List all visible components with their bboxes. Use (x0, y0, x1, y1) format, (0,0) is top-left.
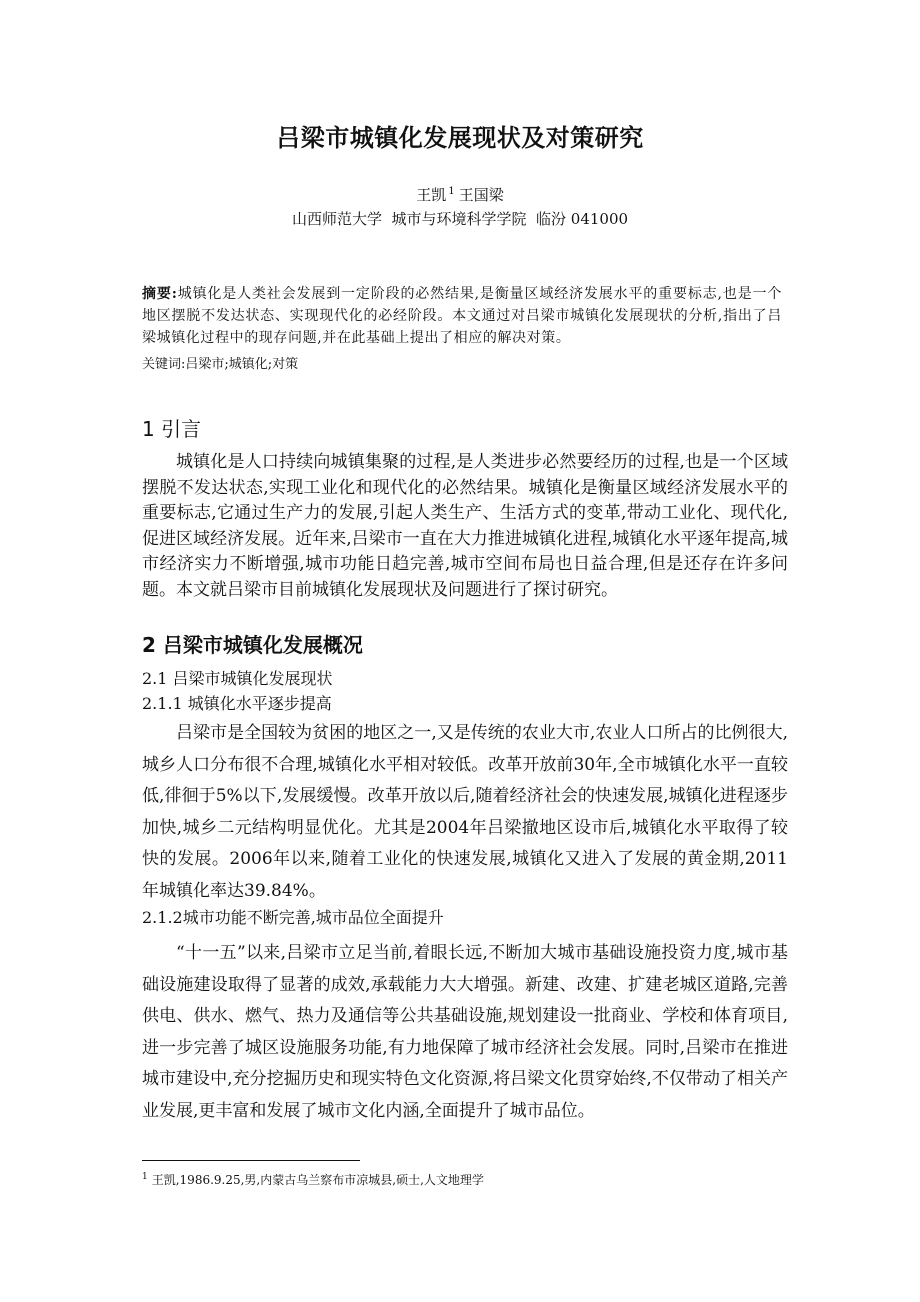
section-heading-2-1-1: 2.1.1 城镇化水平逐步提高 (142, 694, 332, 713)
section-1-paragraph: 城镇化是人口持续向城镇集聚的过程,是人类进步必然要经历的过程,也是一个区域摆脱不发达状态,实现工业化和现代化的必然结果。城镇化是衡量区域经济发展水平的重要标志,它通过生产力的发展,引起人类生产、生活方式的变革,带动工业化、现代化,促进区域经济发展。近年来,吕梁市一直在大力推进城镇化进程,城镇化水平逐年提高,城市经济实力不断增强,城市功能日趋完善,城市空间布局也日益合理,但是还存在许多问题。本文就吕梁市目前城镇化发展现状及问题进行了探讨研究。 (142, 452, 788, 600)
footnote-mark: 1 (142, 1172, 148, 1182)
abstract (142, 283, 782, 349)
footnote-text: 王凯,1986.9.25,男,内蒙古乌兰察布市凉城县,硕士,人文地理学 (151, 1173, 484, 1187)
section-2-1-2-paragraph: “十一五”以来,吕梁市立足当前,着眼长远,不断加大城市基础设施投资力度,城市基础设施建设取得了显著的成效,承载能力大大增强。新建、改建、扩建老城区道路,完善供电、供水、燃气、热力及通信等公共基础设施,规划建设一批商业、学校和体育项目,进一步完善了城区设施服务功能,有力地保障了城市经济社会发展。同时,吕梁市在推进城市建设中,充分挖掘历史和现实特色文化资源,将吕梁文化贯穿始终,不仅带动了相关产业发展,更丰富和发展了城市文化内涵,全面提升了城市品位。 (142, 943, 788, 1121)
author-first: 王凯 (416, 186, 447, 204)
abstract-text: 城镇化是人类社会发展到一定阶段的必然结果,是衡量区域经济发展水平的重要标志,也是一个地区摆脱不发达状态、实现现代化的必经阶段。本文通过对吕梁市城镇化发展现状的分析,指出了吕梁城镇化过程中的现存问题,并在此基础上提出了相应的解决对策。 (142, 286, 782, 346)
section-heading-2: 2 吕梁市城镇化发展概况 (142, 633, 363, 657)
section-2-1-1-paragraph: 吕梁市是全国较为贫困的地区之一,又是传统的农业大市,农业人口所占的比例很大,城乡人口分布很不合理,城镇化水平相对较低。改革开放前30年,全市城镇化水平一直较低,徘徊于5%以下,发展缓慢。改革开放以后,随着经济社会的快速发展,城镇化进程逐步加快,城乡二元结构明显优化。尤其是2004年吕梁撤地区设市后,城镇化水平取得了较快的发展。2006年以来,随着工业化的快速发展,城镇化又进入了发展的黄金期,2011年城镇化率达39.84%。 (142, 723, 788, 901)
affiliation: 山西师范大学 城市与环境科学学院 临汾 041000 (291, 210, 629, 228)
author-second: 王国梁 (458, 186, 504, 204)
keywords: 关键词:吕梁市;城镇化;对策 (142, 357, 299, 372)
section-heading-1: 1 引言 (142, 417, 202, 441)
footnote (142, 1171, 484, 1188)
author-footnote-mark[interactable]: 1 (448, 186, 455, 197)
author-line (0, 184, 920, 205)
footnote-divider (142, 1160, 360, 1161)
paper-title: 吕梁市城镇化发展现状及对策研究 (276, 124, 644, 152)
section-heading-2-1: 2.1 吕梁市城镇化发展现状 (142, 669, 333, 688)
abstract-label: 摘要: (142, 286, 178, 302)
section-heading-2-1-2: 2.1.2城市功能不断完善,城市品位全面提升 (142, 908, 444, 927)
